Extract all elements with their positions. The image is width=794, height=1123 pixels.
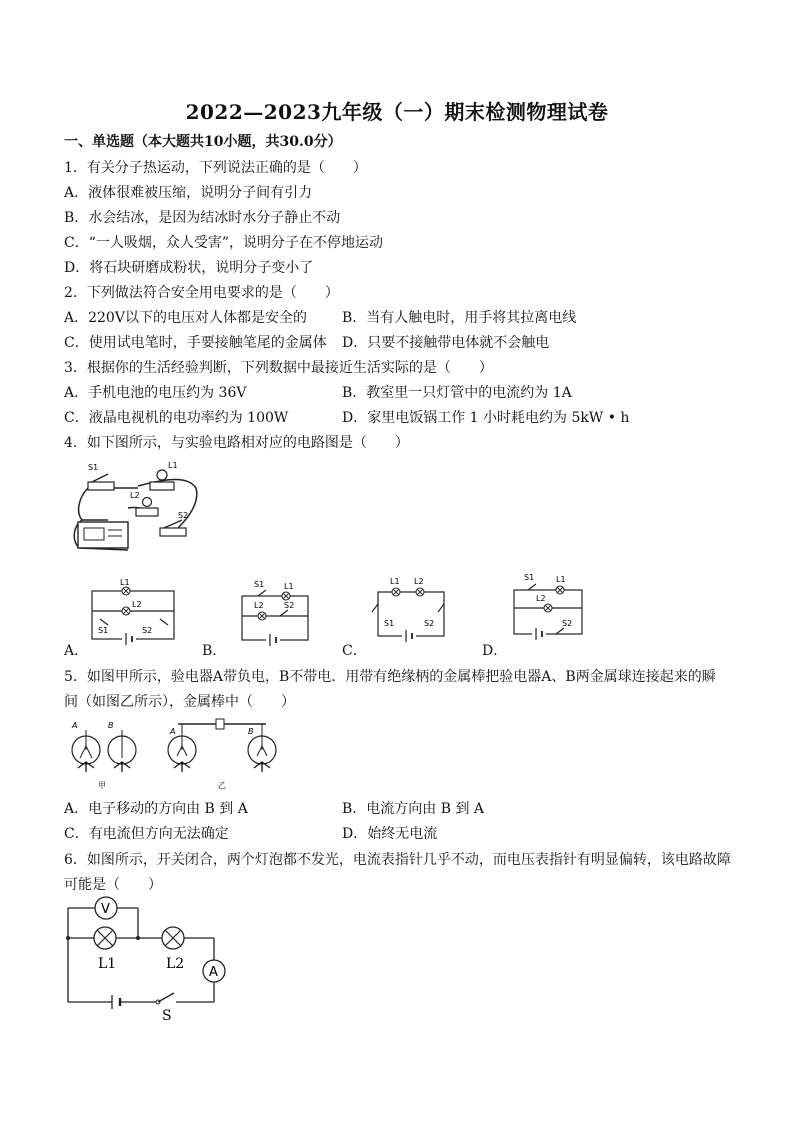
q3-option-a: A．手机电池的电压约为 36V — [64, 385, 247, 401]
q4d-l2-label: L2 — [536, 594, 546, 603]
q5-option-b: B．电流方向由 B 到 A — [342, 801, 485, 817]
q4a-s2-label: S2 — [142, 626, 153, 635]
q5-option-a: A．电子移动的方向由 B 到 A — [64, 801, 248, 817]
q4b-l2-label: L2 — [254, 601, 264, 610]
q6-ammeter-label: A — [209, 965, 218, 980]
q6-l2-label: L2 — [166, 956, 185, 972]
q2-option-b: B．当有人触电时，用手将其拉离电线 — [342, 310, 577, 326]
q4-real-circuit-figure — [68, 458, 208, 553]
q4-option-d: D． — [482, 643, 508, 659]
q4-circuit-b — [236, 578, 316, 646]
q4b-l1-label: L1 — [284, 582, 294, 591]
q4-option-a: A． — [64, 643, 89, 659]
q2-stem: 2．下列做法符合安全用电要求的是（ ） — [64, 285, 339, 301]
q4-option-c: C． — [342, 643, 367, 659]
q1-option-b: B．水会结冰，是因为结冰时水分子静止不动 — [64, 210, 341, 226]
q5-stem-line2: 间（如图乙所示），金属棒中（ ） — [64, 694, 295, 710]
svg-text:A: A — [72, 721, 78, 730]
q4a-l1-label: L1 — [120, 578, 130, 587]
q4c-s2-label: S2 — [424, 619, 435, 628]
q4-real-s2-label: S2 — [178, 511, 189, 520]
q5-fig-jia-label: 甲 — [98, 781, 106, 790]
q4-circuit-d — [508, 568, 590, 640]
q4a-l2-label: L2 — [132, 600, 142, 609]
q4-real-s1-label: S1 — [88, 463, 99, 472]
q4d-s2-label: S2 — [562, 619, 573, 628]
q4d-l1-label: L1 — [556, 575, 566, 584]
q5-option-d: D．始终无电流 — [342, 826, 438, 842]
svg-text:B: B — [108, 721, 114, 730]
q4b-s2-label: S2 — [284, 601, 295, 610]
q4-circuit-a — [86, 575, 182, 645]
q1-option-a: A．液体很难被压缩，说明分子间有引力 — [64, 185, 313, 201]
q6-switch-label: S — [162, 1008, 172, 1021]
q4a-s1-label: S1 — [98, 626, 109, 635]
q4c-l1-label: L1 — [390, 577, 400, 586]
q2-option-d: D．只要不接触带电体就不会触电 — [342, 335, 550, 351]
q1-option-c: C．“一人吸烟，众人受害”，说明分子在不停地运动 — [64, 235, 384, 251]
exam-title: 2022—2023九年级（一）期末检测物理试卷 — [185, 100, 609, 124]
q4-stem: 4．如下图所示，与实验电路相对应的电路图是（ ） — [64, 435, 409, 451]
q4-real-l2-label: L2 — [130, 491, 140, 500]
q6-circuit-figure — [62, 896, 232, 1021]
q4-real-l1-label: L1 — [168, 461, 178, 470]
q3-option-b: B．教室里一只灯管中的电流约为 1A — [342, 385, 572, 401]
q4c-s1-label: S1 — [384, 619, 395, 628]
q1-stem: 1．有关分子热运动，下列说法正确的是（ ） — [64, 160, 367, 176]
q1-option-d: D．将石块研磨成粉状，说明分子变小了 — [64, 260, 314, 276]
q6-voltmeter-label: V — [101, 902, 110, 917]
svg-text:A: A — [170, 727, 176, 736]
q4d-s1-label: S1 — [524, 573, 535, 582]
q6-stem-line1: 6．如图所示，开关闭合，两个灯泡都不发光，电流表指针几乎不动，而电压表指针有明显偏转，该电路故障 — [64, 852, 731, 868]
q4c-l2-label: L2 — [414, 577, 424, 586]
q4b-s1-label: S1 — [254, 580, 265, 589]
q5-stem-line1: 5．如图甲所示，验电器A带负电，B不带电．用带有绝缘柄的金属棒把验电器A、B两金属球连接起来的瞬 — [64, 669, 716, 685]
q5-fig-yi-label: 乙 — [218, 781, 226, 790]
q3-option-d: D．家里电饭锅工作 1 小时耗电约为 5kW • h — [342, 410, 630, 426]
section-heading: 一、单选题（本大题共10小题，共30.0分） — [64, 134, 342, 150]
q6-l1-label: L1 — [98, 956, 117, 972]
q2-option-c: C．使用试电笔时，手要接触笔尾的金属体 — [64, 335, 327, 351]
q3-option-c: C．液晶电视机的电功率约为 100W — [64, 410, 289, 426]
q6-stem-line2: 可能是（ ） — [64, 877, 162, 893]
svg-text:B: B — [248, 727, 254, 736]
q3-stem: 3．根据你的生活经验判断，下列数据中最接近生活实际的是（ ） — [64, 360, 493, 376]
q4-option-b: B． — [202, 643, 227, 659]
q5-electroscope-figure — [66, 716, 306, 792]
q5-option-c: C．有电流但方向无法确定 — [64, 826, 229, 842]
q4-circuit-c — [370, 572, 454, 642]
q2-option-a: A．220V以下的电压对人体都是安全的 — [64, 310, 307, 326]
